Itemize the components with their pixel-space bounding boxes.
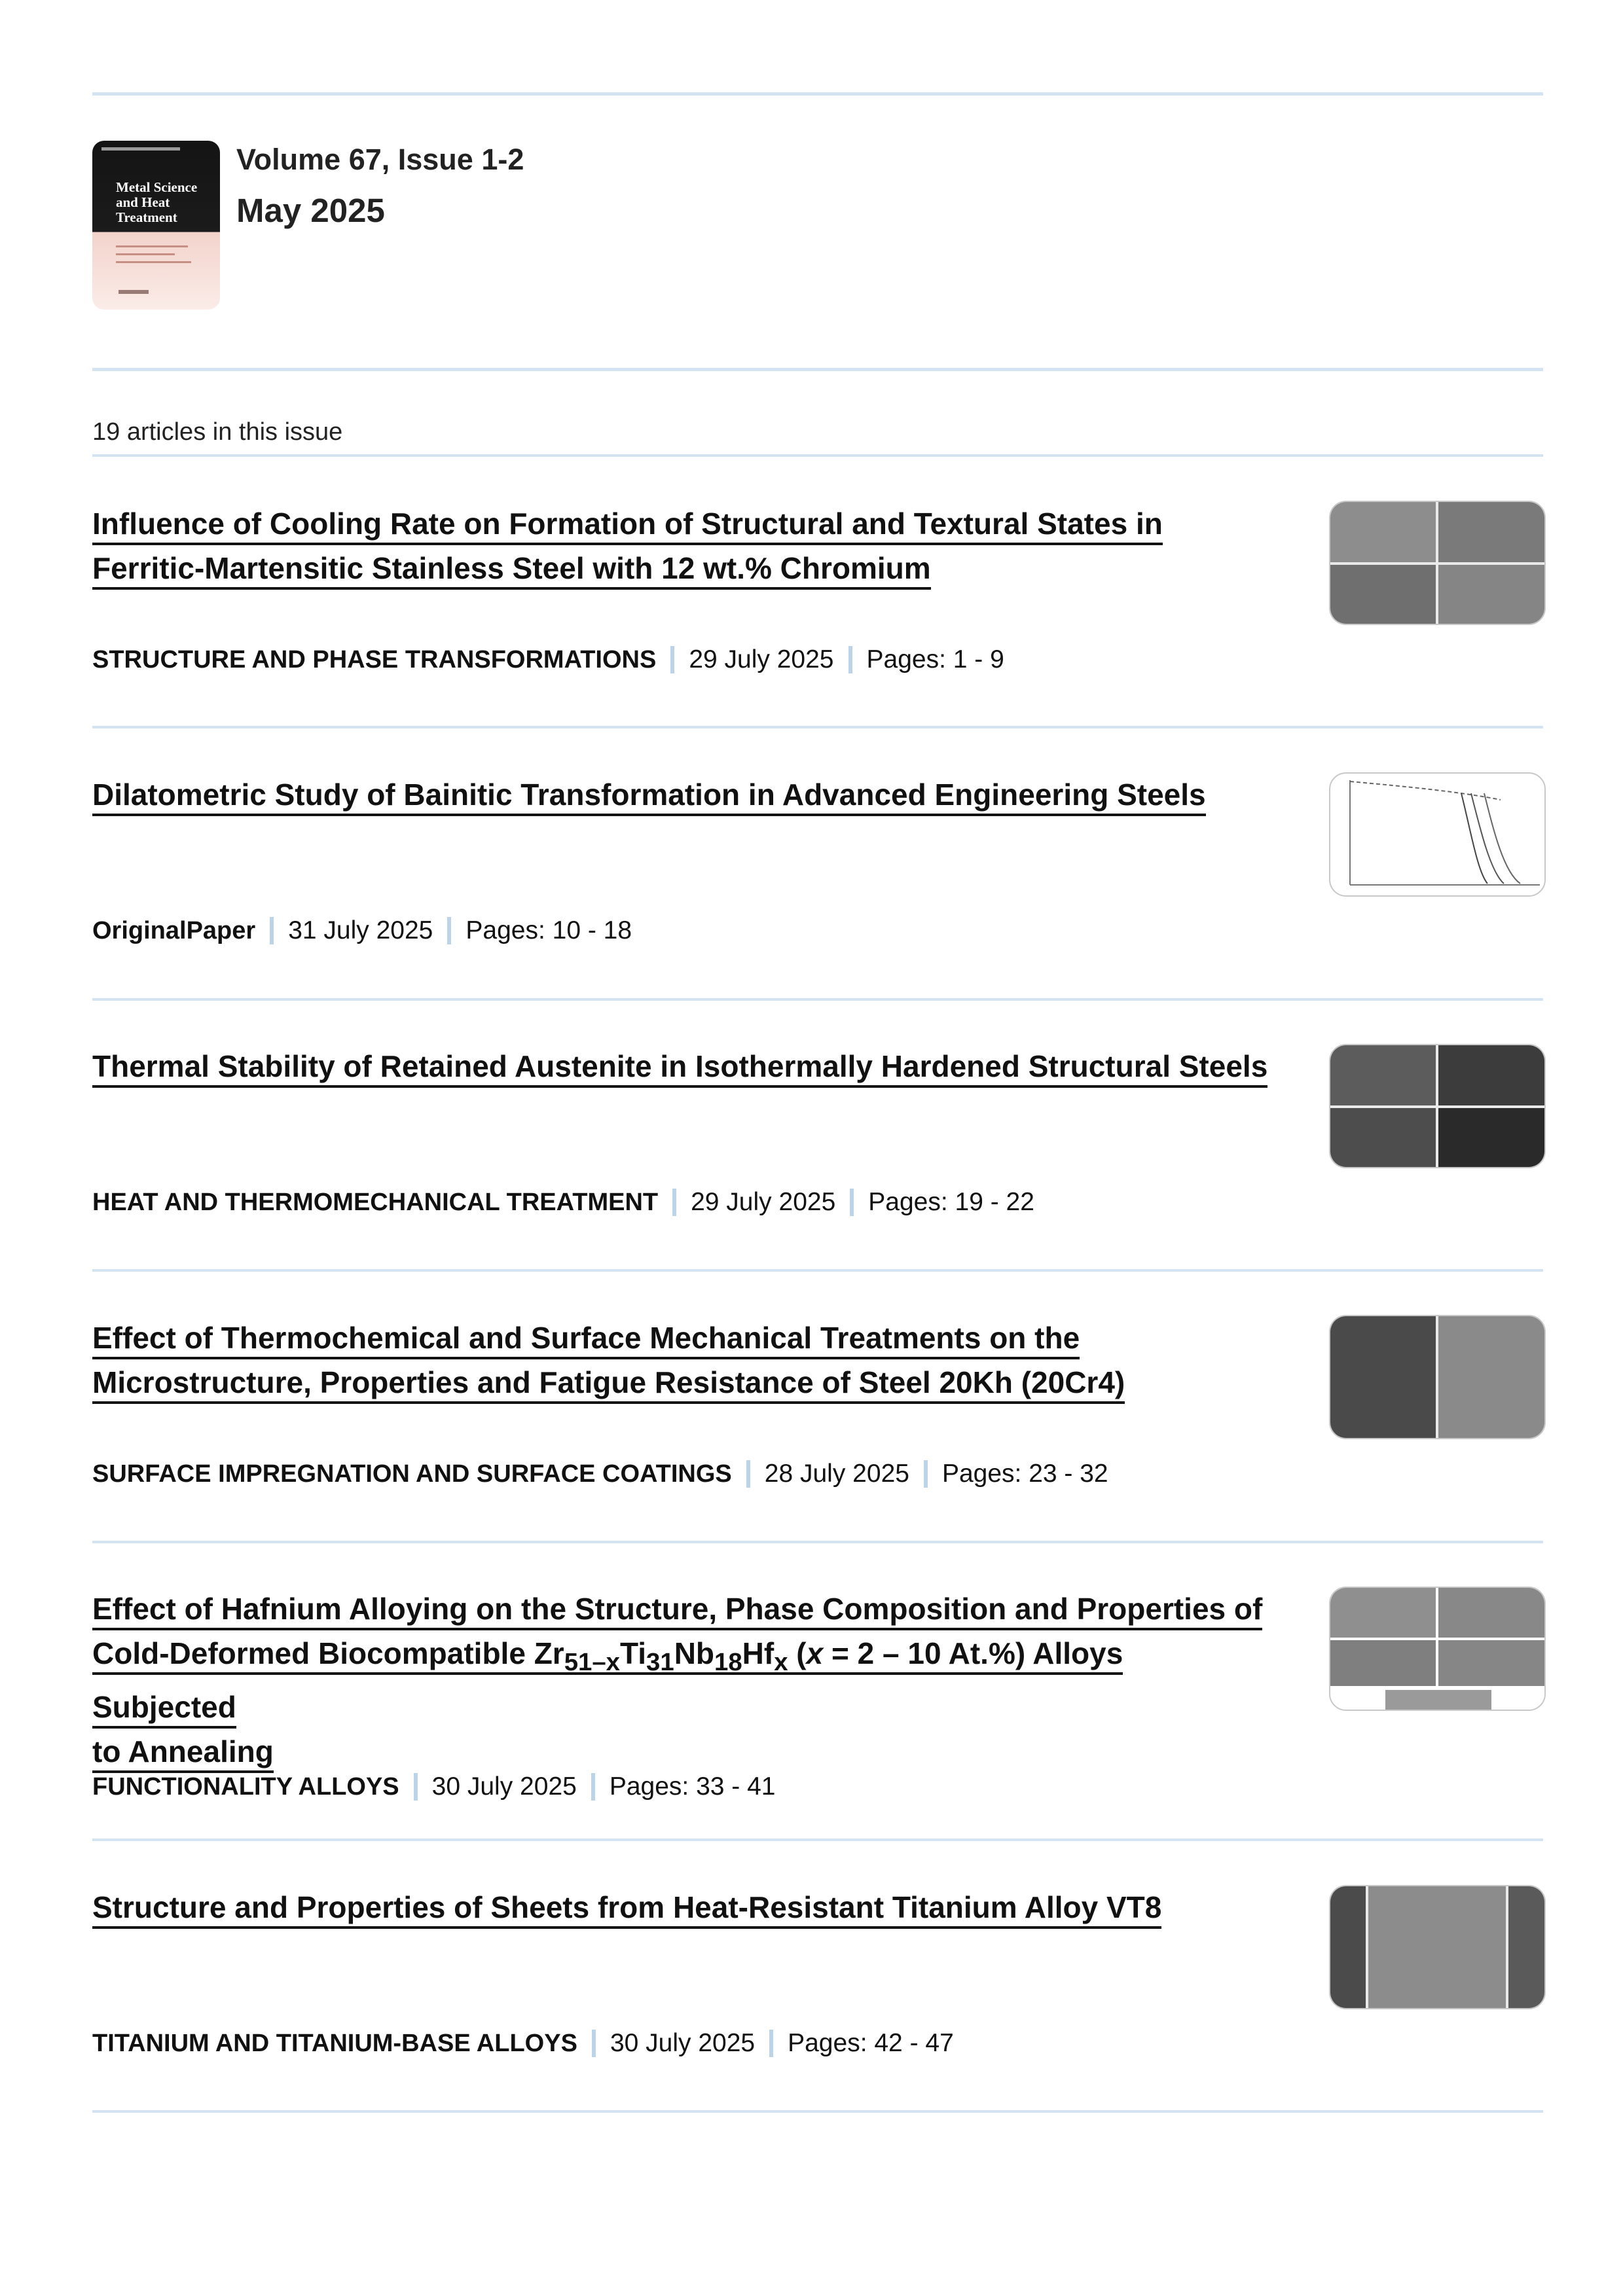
cover-subtitle-line [116, 261, 191, 263]
article-title-line: to Annealing [92, 1734, 274, 1769]
article-pages: Pages: 10 - 18 [465, 916, 632, 944]
article-title-link[interactable] [92, 1734, 274, 1773]
article-pages: Pages: 1 - 9 [866, 645, 1004, 673]
article-divider [92, 1269, 1543, 1272]
top-divider [92, 92, 1543, 96]
cover-subtitle-line [116, 245, 188, 247]
article-meta [92, 1188, 1034, 1217]
meta-separator [414, 1773, 418, 1801]
micrograph-panel [1438, 1045, 1544, 1105]
article-title-link[interactable] [92, 1890, 1161, 1929]
article-title [92, 1044, 1271, 1088]
article-title [92, 501, 1271, 590]
article-title-line: Effect of Thermochemical and Surface Mechanical Treatments on the [92, 1321, 1080, 1355]
article-category: SURFACE IMPREGNATION AND SURFACE COATINGS [92, 1460, 732, 1488]
issue-date: May 2025 [236, 192, 385, 229]
article-meta [92, 645, 1004, 674]
micrograph-panel [1330, 565, 1436, 624]
article-title-line: Structure and Properties of Sheets from Heat-Resistant Titanium Alloy VT8 [92, 1890, 1162, 1924]
cover-subtitle-line [116, 253, 175, 255]
article-date: 31 July 2025 [288, 916, 433, 944]
micrograph-panel [1330, 1108, 1436, 1167]
article-divider [92, 1541, 1543, 1543]
publisher-logo [119, 290, 149, 294]
specimen-photo-panel [1438, 1316, 1544, 1438]
article-pages: Pages: 42 - 47 [788, 2029, 954, 2057]
title-subscript: 31 [646, 1648, 674, 1677]
title-subscript: 18 [714, 1648, 742, 1677]
cover-title: Metal Science and Heat Treatment [116, 179, 198, 225]
meta-separator [672, 1189, 676, 1216]
dilatometric-plot [1330, 774, 1544, 895]
meta-separator [769, 2030, 773, 2057]
article-divider [92, 1839, 1543, 1841]
micrograph-panel [1438, 1588, 1544, 1638]
article-thumbnail[interactable] [1329, 772, 1546, 897]
article-date: 30 July 2025 [610, 2029, 756, 2057]
title-subscript: x [774, 1648, 788, 1677]
micrograph-panel [1508, 1886, 1544, 2008]
title-text: ( [788, 1636, 807, 1670]
title-text: Cold-Deformed Biocompatible Zr [92, 1636, 564, 1670]
title-subscript: 51–x [564, 1648, 620, 1677]
micrograph-panel [1438, 1640, 1544, 1686]
article-title-link[interactable] [92, 1321, 1080, 1359]
title-text: Nb [674, 1636, 715, 1670]
bottom-divider [92, 2110, 1543, 2113]
cover-header-bar [101, 147, 180, 151]
micrograph-panel [1330, 502, 1436, 562]
micrograph-panel [1330, 1640, 1436, 1686]
title-text: Hf [742, 1636, 775, 1670]
micrograph-panel [1368, 1886, 1506, 2008]
article-title [92, 1587, 1271, 1774]
article-title-link[interactable] [92, 551, 931, 590]
article-date: 29 July 2025 [689, 645, 834, 673]
articles-count: 19 articles in this issue [92, 418, 343, 446]
article-thumbnail[interactable] [1329, 501, 1546, 625]
article-title-line: Ferritic-Martensitic Stainless Steel with 12 wt.% Chromium [92, 551, 931, 585]
article-meta [92, 2029, 954, 2058]
article-title [92, 1885, 1271, 1929]
article-divider [92, 998, 1543, 1001]
meta-separator [850, 1189, 854, 1216]
article-title-link[interactable] [92, 1592, 1262, 1630]
title-text: Ti [619, 1636, 647, 1670]
article-date: 30 July 2025 [431, 1772, 577, 1801]
article-title-line: Dilatometric Study of Bainitic Transformation in Advanced Engineering Steels [92, 778, 1206, 812]
micrograph-panel [1438, 565, 1544, 624]
article-title [92, 1316, 1271, 1405]
article-date: 29 July 2025 [691, 1188, 836, 1216]
article-meta [92, 1460, 1108, 1488]
meta-separator [670, 646, 674, 673]
article-title-line: Thermal Stability of Retained Austenite in Isothermally Hardened Structural Steels [92, 1049, 1268, 1083]
article-meta [92, 916, 632, 945]
article-category: FUNCTIONALITY ALLOYS [92, 1772, 399, 1801]
article-pages: Pages: 23 - 32 [941, 1460, 1108, 1488]
article-title [92, 772, 1271, 817]
meta-separator [447, 917, 451, 944]
article-divider [92, 726, 1543, 728]
issue-volume: Volume 67, Issue 1-2 [236, 143, 524, 176]
header-divider [92, 368, 1543, 371]
article-title-link[interactable] [92, 507, 1163, 545]
article-category: TITANIUM AND TITANIUM-BASE ALLOYS [92, 2029, 577, 2057]
article-category: OriginalPaper [92, 916, 256, 944]
machine-photo-panel [1330, 1316, 1436, 1438]
article-date: 28 July 2025 [764, 1460, 909, 1488]
article-meta [92, 1772, 776, 1801]
article-title-line: Effect of Hafnium Alloying on the Structure, Phase Composition and Properties of [92, 1592, 1263, 1626]
meta-separator [924, 1460, 928, 1488]
article-title-line: Microstructure, Properties and Fatigue Resistance of Steel 20Kh (20Cr4) [92, 1365, 1125, 1399]
meta-separator [591, 1773, 595, 1801]
title-text: = 2 – 10 At.%) Alloys Subjected [92, 1636, 1123, 1725]
article-thumbnail[interactable] [1329, 1885, 1546, 2009]
article-category: HEAT AND THERMOMECHANICAL TREATMENT [92, 1188, 659, 1216]
meta-separator [270, 917, 274, 944]
article-pages: Pages: 33 - 41 [609, 1772, 776, 1801]
meta-separator [592, 2030, 596, 2057]
article-thumbnail[interactable] [1329, 1044, 1546, 1168]
title-variable: x [806, 1636, 824, 1670]
article-title-link[interactable] [92, 778, 1206, 816]
micrograph-panel [1438, 502, 1544, 562]
micrograph-panel [1330, 1045, 1436, 1105]
journal-cover-image[interactable] [92, 141, 220, 310]
micrograph-panel [1330, 1886, 1366, 2008]
article-pages: Pages: 19 - 22 [868, 1188, 1034, 1216]
list-divider [92, 454, 1543, 457]
micrograph-panel [1385, 1690, 1491, 1710]
article-thumbnail[interactable] [1329, 1315, 1546, 1439]
article-thumbnail[interactable] [1329, 1587, 1546, 1711]
article-title-link[interactable] [92, 1365, 1125, 1404]
article-title-line: Influence of Cooling Rate on Formation of Structural and Textural States in [92, 507, 1163, 541]
meta-separator [848, 646, 852, 673]
article-category: STRUCTURE AND PHASE TRANSFORMATIONS [92, 645, 657, 673]
micrograph-panel [1438, 1108, 1544, 1167]
article-title-link[interactable] [92, 1636, 1123, 1729]
micrograph-panel [1330, 1588, 1436, 1638]
article-title-link[interactable] [92, 1049, 1267, 1088]
meta-separator [746, 1460, 750, 1488]
